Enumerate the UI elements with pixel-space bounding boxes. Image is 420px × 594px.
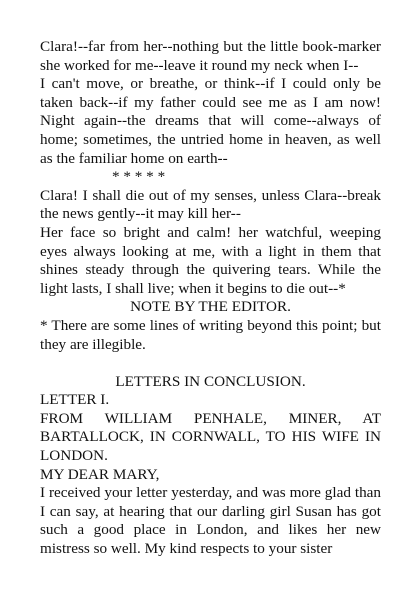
- letter-salutation: MY DEAR MARY,: [40, 465, 160, 483]
- narrative-paragraph: Clara! I shall die out of my senses, unless Clara--break the news gently--it may kill her--: [40, 186, 381, 223]
- section-break-stars: * * * * *: [112, 168, 166, 186]
- blank-line: [40, 354, 381, 373]
- section-heading: LETTERS IN CONCLUSION.: [115, 372, 306, 390]
- letter-heading: LETTER I.: [40, 391, 110, 409]
- editor-note-heading: NOTE BY THE EDITOR.: [130, 298, 291, 316]
- narrative-paragraph: Her face so bright and calm! her watchful, weeping eyes always looking at me, with a light in them that shines steady through the quivering tears. While the light lasts, I shall live; when it begins to die out--*: [40, 223, 381, 297]
- editor-note-text: * There are some lines of writing beyond this point; but they are illegible.: [40, 316, 381, 353]
- narrative-paragraph: I can't move, or breathe, or think--if I could only be taken back--if my father could see me as I am now! Night again--the dreams that will come--always of home; sometimes, the untried home in heaven, as well as the familiar home on earth--: [40, 75, 381, 167]
- letter-body-paragraph: I received your letter yesterday, and was more glad than I can say, at hearing that our darling girl Susan has got such a good place in London, and likes her new mistress so well. My kind respects to your sister: [40, 484, 381, 558]
- document-page: [40, 38, 381, 559]
- narrative-paragraph: Clara!--far from her--nothing but the little book-marker she worked for me--leave it round my neck when I--: [40, 38, 381, 74]
- letter-from-line: FROM WILLIAM PENHALE, MINER, AT BARTALLOCK, IN CORNWALL, TO HIS WIFE IN LONDON.: [40, 409, 381, 465]
